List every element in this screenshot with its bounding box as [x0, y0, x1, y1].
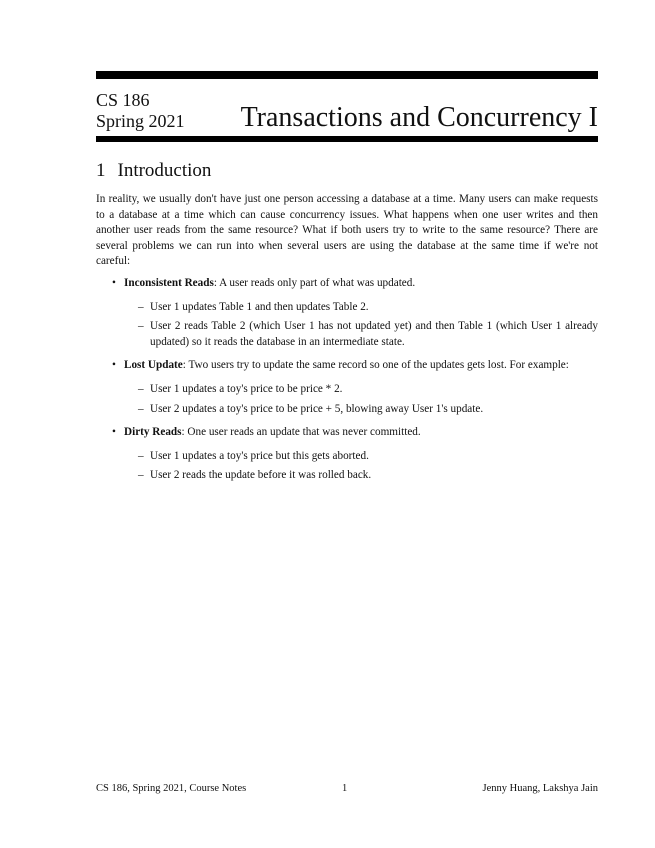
- sub-list: [124, 382, 598, 417]
- course-term: Spring 2021: [96, 111, 185, 131]
- sub-item-text: User 1 updates Table 1 and then updates Table 2.: [150, 300, 369, 313]
- item-description: : Two users try to update the same record so one of the updates gets lost. For example:: [182, 359, 569, 372]
- sub-item-text: User 1 updates a toy's price to be price * 2.: [150, 382, 343, 395]
- sub-item-text: User 2 updates a toy's price to be price + 5, blowing away User 1's update.: [150, 402, 484, 415]
- bullet: •: [112, 359, 116, 372]
- bullet: •: [112, 426, 116, 439]
- course-code: CS 186: [96, 90, 150, 110]
- item-term: Lost Update: [124, 359, 183, 372]
- sub-list-item: – User 1 updates Table 1 and then updates Table 2.: [138, 300, 369, 313]
- page-number: 1: [342, 783, 348, 794]
- sub-list-item: – User 2 reads the update before it was rolled back.: [138, 469, 372, 482]
- sub-list-item: – User 2 reads Table 2 (which User 1 has not updated yet) and then Table 1 (which User 1 already updated) so it reads the database in an intermediate state.: [138, 320, 598, 348]
- item-term: Dirty Reads: [124, 426, 182, 439]
- list-item: [96, 358, 598, 417]
- sub-item-text: User 2 reads the update before it was rolled back.: [150, 469, 372, 482]
- item-description: : One user reads an update that was never committed.: [181, 426, 421, 439]
- sub-item-text: User 2 reads Table 2 (which User 1 has not updated yet) and then Table 1 (which User 1 already updated) so it reads the database in an intermediate state.: [150, 320, 598, 348]
- sub-item-text: User 1 updates a toy's price but this gets aborted.: [150, 449, 369, 462]
- header-bottom-rule: [96, 136, 598, 142]
- page-footer: [96, 783, 598, 799]
- item-description: : A user reads only part of what was updated.: [213, 277, 416, 289]
- section-heading: [96, 160, 211, 182]
- sub-list: [124, 300, 598, 351]
- header-top-rule: [96, 71, 598, 79]
- section-title: Introduction: [117, 160, 212, 181]
- list-item: [96, 425, 598, 484]
- footer-authors: Jenny Huang, Lakshya Jain: [482, 783, 598, 794]
- sub-list-item: – User 1 updates a toy's price to be price * 2.: [138, 382, 343, 395]
- sub-list-item: – User 1 updates a toy's price but this gets aborted.: [138, 449, 369, 462]
- sub-list: [124, 449, 598, 484]
- document-title: Transactions and Concurrency I: [240, 102, 598, 133]
- footer-course-notes: CS 186, Spring 2021, Course Notes: [96, 783, 247, 794]
- intro-paragraph: In reality, we usually don't have just one person accessing a database at a time. Many users can make requests to a database at a time which can cause concurrency issues. What happens when one user writes and then another user reads from the same resource? What if both users try to write to the same resource? There are several problems we can run into when several users are using the database at the same time if we're not careful:: [96, 193, 598, 268]
- problem-list: [96, 276, 598, 492]
- sub-list-item: – User 2 updates a toy's price to be price + 5, blowing away User 1's update.: [138, 402, 484, 415]
- course-info: [96, 90, 185, 132]
- bullet: •: [112, 277, 116, 289]
- section-number: 1: [96, 160, 106, 181]
- item-term: Inconsistent Reads: [124, 277, 214, 289]
- list-item: [96, 276, 598, 350]
